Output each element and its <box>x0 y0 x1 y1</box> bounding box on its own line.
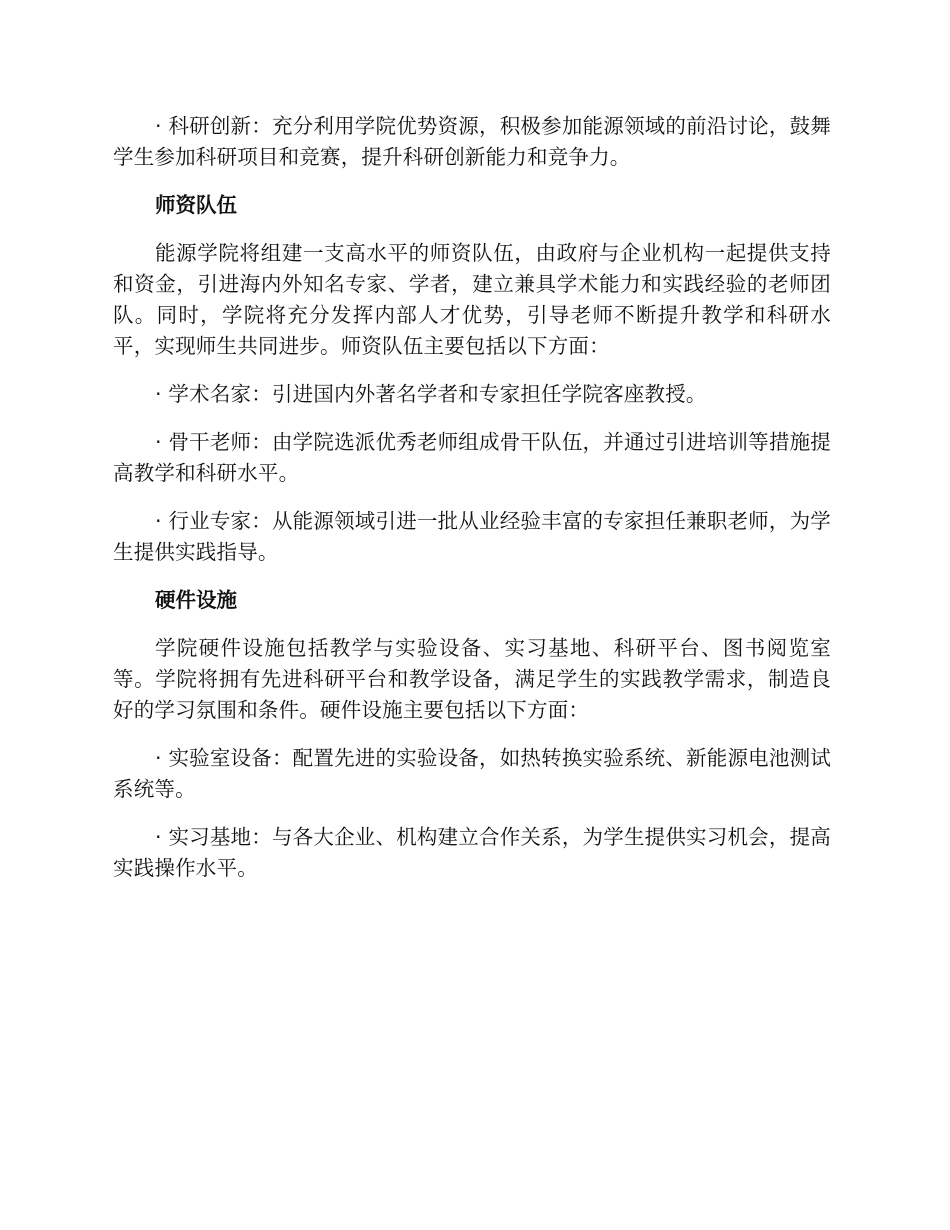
section-heading-faculty: 师资队伍 <box>155 193 237 217</box>
bullet-academic-masters: · 学术名家：引进国内外著名学者和专家担任学院客座教授。 <box>155 382 707 406</box>
bullet-core-teachers: · 骨干老师：由学院选派优秀老师组成骨干队伍，并通过引进培训等措施提高教学和科研水平。 <box>113 430 831 485</box>
bullet-internship-base: · 实习基地：与各大企业、机构建立合作关系，为学生提供实习机会，提高实践操作水平。 <box>113 825 831 880</box>
bullet-industry-experts: · 行业专家：从能源领域引进一批从业经验丰富的专家担任兼职老师，为学生提供实践指导。 <box>113 509 831 564</box>
document-page <box>113 111 831 901</box>
bullet-research-innovation: · 科研创新：充分利用学院优势资源，积极参加能源领域的前沿讨论，鼓舞学生参加科研项目和竞赛，提升科研创新能力和竞争力。 <box>113 114 831 169</box>
bullet-lab-equipment: · 实验室设备：配置先进的实验设备，如热转换实验系统、新能源电池测试系统等。 <box>113 746 831 801</box>
paragraph-facilities-intro: 学院硬件设施包括教学与实验设备、实习基地、科研平台、图书阅览室等。学院将拥有先进科研平台和教学设备，满足学生的实践教学需求，制造良好的学习氛围和条件。硬件设施主要包括以下方面： <box>113 636 831 722</box>
paragraph-faculty-intro: 能源学院将组建一支高水平的师资队伍，由政府与企业机构一起提供支持和资金，引进海内外知名专家、学者，建立兼具学术能力和实践经验的老师团队。同时，学院将充分发挥内部人才优势，引导老师不断提升教学和科研水平，实现师生共同进步。师资队伍主要包括以下方面： <box>113 241 831 358</box>
section-heading-facilities: 硬件设施 <box>155 588 237 612</box>
